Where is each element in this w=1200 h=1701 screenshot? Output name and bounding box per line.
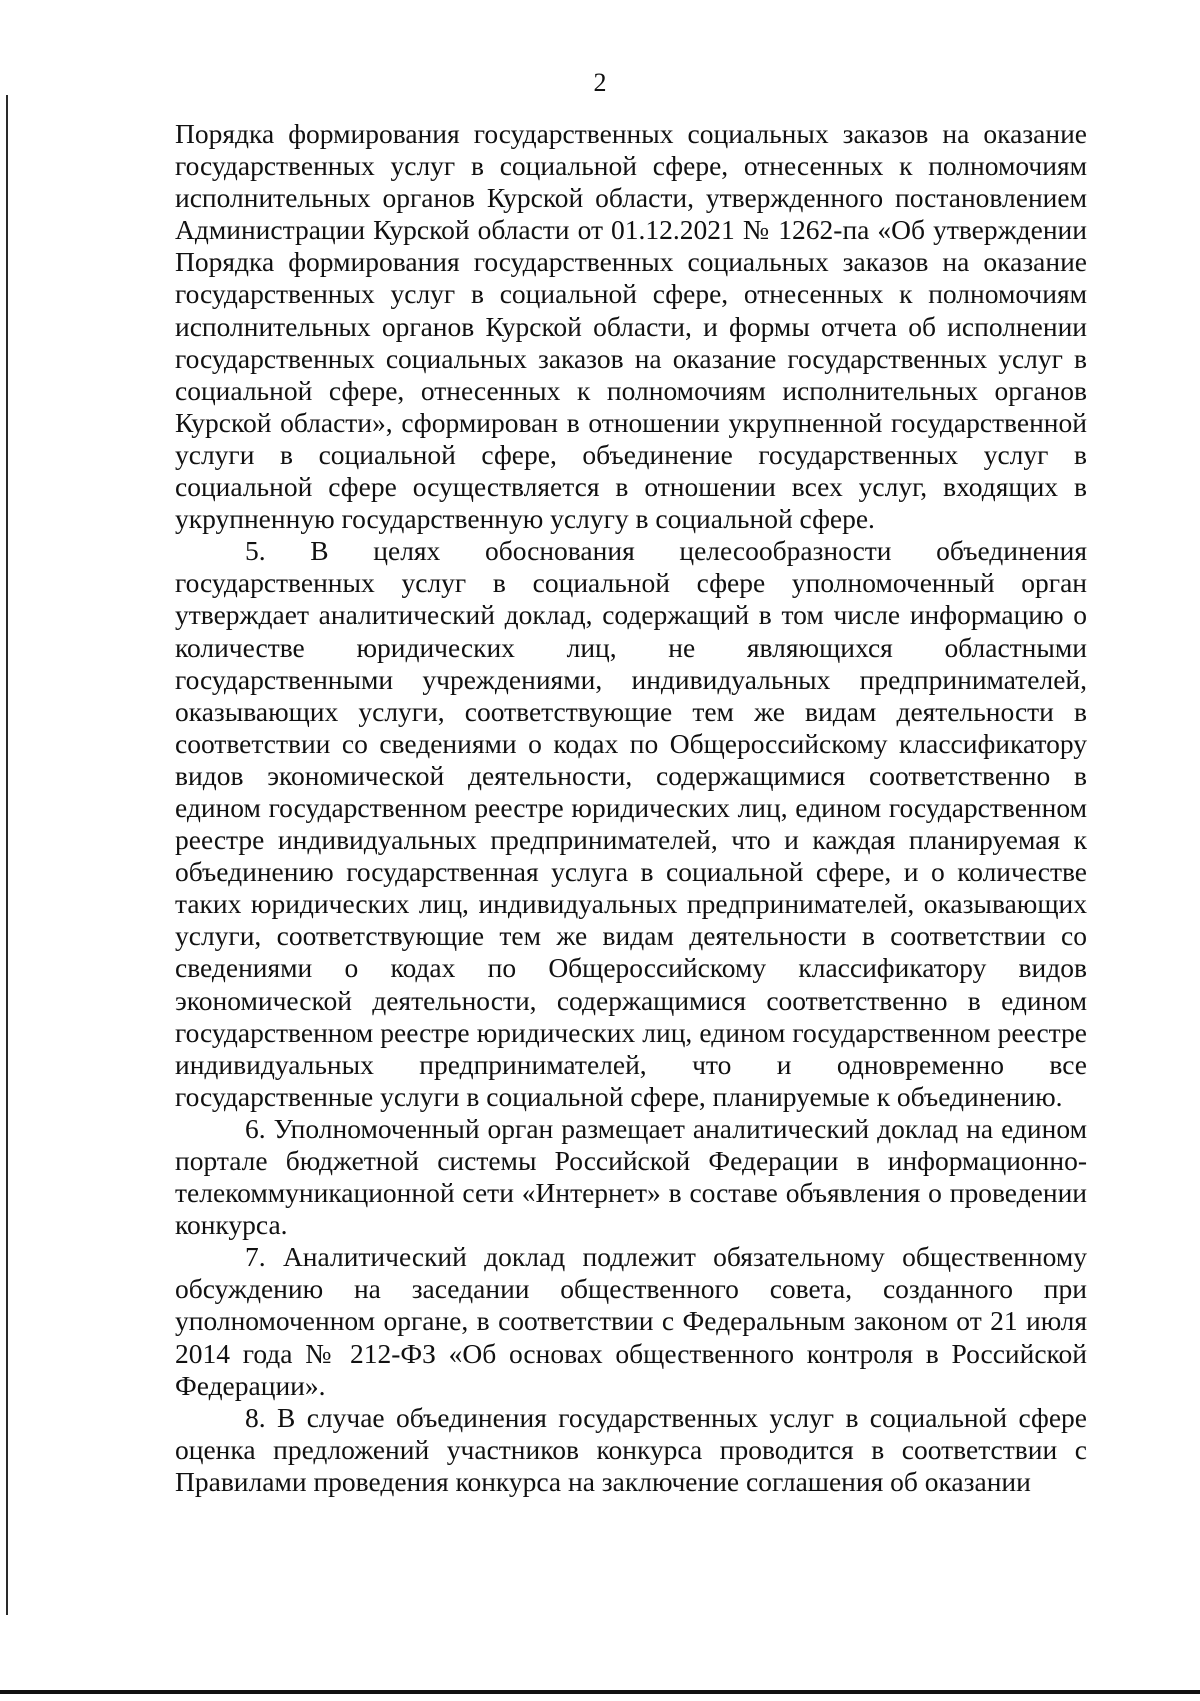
scan-edge-left: [6, 95, 8, 1615]
paragraph-6: 6. Уполномоченный орган размещает аналитический доклад на едином портале бюджетной системы Российской Федерации в информационно-телекоммуникационной сети «Интернет» в составе объявления о проведении конкурса.: [175, 1112, 1087, 1241]
page-number: 2: [593, 68, 607, 97]
paragraph-7: 7. Аналитический доклад подлежит обязательному общественному обсуждению на заседании общественного совета, созданного при уполномоченном органе, в соответствии с Федеральным законом от 21 июля 2014 года № 212-ФЗ «Об основах общественного контроля в Российской Федерации».: [175, 1241, 1087, 1401]
paragraph-8: 8. В случае объединения государственных услуг в социальной сфере оценка предложений участников конкурса проводится в соответствии с Правилами проведения конкурса на заключение соглашения об оказании: [175, 1401, 1087, 1497]
scan-edge-bottom: [0, 1690, 1200, 1694]
paragraph-5: 5. В целях обоснования целесообразности объединения государственных услуг в социальной сфере уполномоченный орган утверждает аналитический доклад, содержащий в том числе информацию о количестве юридических лиц, не являющихся областными государственными учреждениями, индивидуальных предпринимателей, оказывающих услуги, соответствующие тем же видам деятельности в соответствии со сведениями о кодах по Общероссийскому классификатору видов экономической деятельности, содержащимися соответственно в едином государственном реестре юридических лиц, едином государственном реестре индивидуальных предпринимателей, что и каждая планируемая к объединению государственная услуга в социальной сфере, и о количестве таких юридических лиц, индивидуальных предпринимателей, оказывающих услуги, соответствующие тем же видам деятельности в соответствии со сведениями о кодах по Общероссийскому классификатору видов экономической деятельности, содержащимися соответственно в едином государственном реестре юридических лиц, едином государственном реестре индивидуальных предпринимателей, что и одновременно все государственные услуги в социальной сфере, планируемые к объединению.: [175, 535, 1087, 1112]
document-body: [175, 118, 1087, 1498]
paragraph-continuation: Порядка формирования государственных социальных заказов на оказание государственных услуг в социальной сфере, отнесенных к полномочиям исполнительных органов Курской области, утвержденного постановлением Администрации Курской области от 01.12.2021 № 1262-па «Об утверждении Порядка формирования государственных социальных заказов на оказание государственных услуг в социальной сфере, отнесенных к полномочиям исполнительных органов Курской области, и формы отчета об исполнении государственных социальных заказов на оказание государственных услуг в социальной сфере, отнесенных к полномочиям исполнительных органов Курской области», сформирован в отношении укрупненной государственной услуги в социальной сфере, объединение государственных услуг в социальной сфере осуществляется в отношении всех услуг, входящих в укрупненную государственную услугу в социальной сфере.: [175, 118, 1087, 535]
